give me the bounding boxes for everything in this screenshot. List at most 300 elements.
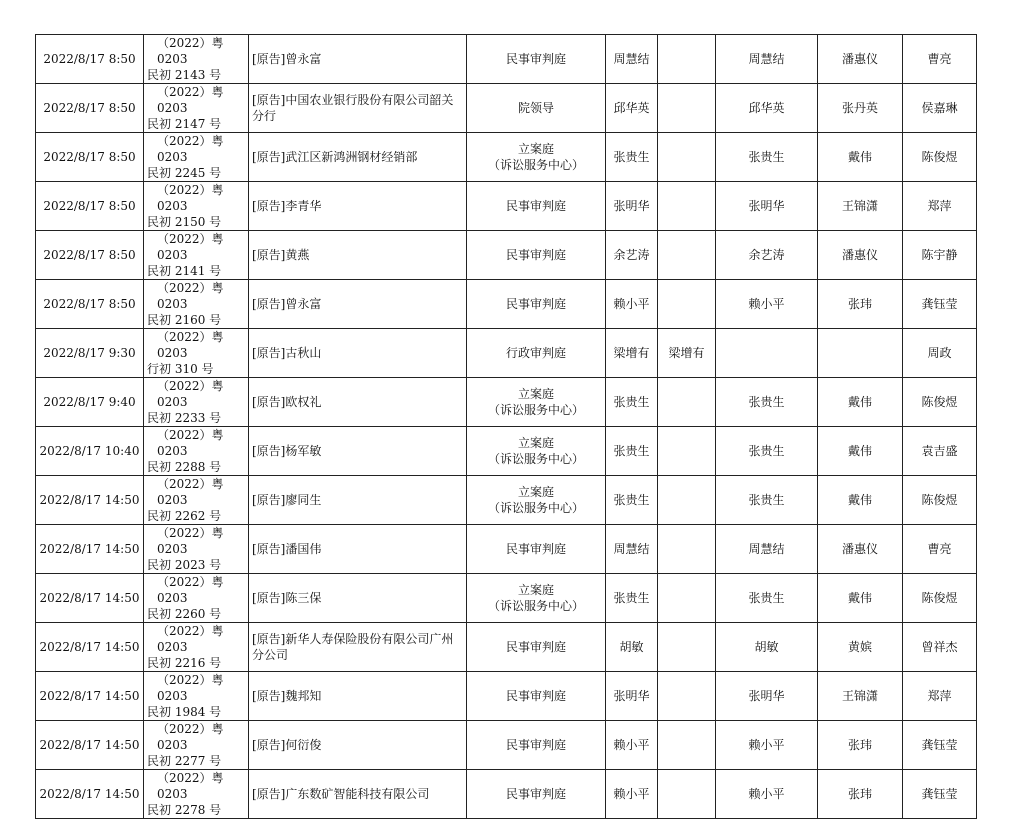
- case-number-cell: [144, 182, 249, 231]
- party-cell: [249, 35, 467, 84]
- department-cell: [467, 84, 606, 133]
- presiding-judge: 张明华: [613, 199, 650, 213]
- department-cell: [467, 329, 606, 378]
- party-cell: [249, 427, 467, 476]
- assistant-cell: [818, 574, 903, 623]
- case-number-line1: （2022）粤 0203: [157, 281, 224, 311]
- presiding-judge: 张贵生: [613, 444, 650, 458]
- case-number-line2: 民初 2216 号: [147, 656, 222, 670]
- party-cell: [249, 280, 467, 329]
- judge-cell: [606, 476, 658, 525]
- table-row: [36, 770, 977, 819]
- extra-name-cell: [658, 574, 716, 623]
- hearing-time-cell: [36, 329, 144, 378]
- case-number-cell: [144, 525, 249, 574]
- department-cell: [467, 182, 606, 231]
- party-cell: [249, 378, 467, 427]
- presiding-judge: 赖小平: [613, 738, 650, 752]
- clerk-cell: [903, 721, 977, 770]
- extra-name-cell: [658, 35, 716, 84]
- department-line1: 立案庭: [517, 485, 554, 499]
- party-cell: [249, 623, 467, 672]
- presiding-judge: 张贵生: [613, 493, 650, 507]
- judge-cell: [606, 525, 658, 574]
- presiding-judge: 梁增有: [613, 346, 650, 360]
- party-name: [原告]广东数矿智能科技有限公司: [252, 787, 430, 801]
- court-clerk: 陈俊煜: [921, 493, 958, 507]
- presiding-judge: 张贵生: [613, 395, 650, 409]
- extra-name-cell: [658, 525, 716, 574]
- hearing-time-cell: [36, 574, 144, 623]
- judge-cell: [606, 280, 658, 329]
- clerk-cell: [903, 427, 977, 476]
- case-number-line2: 民初 2147 号: [147, 117, 222, 131]
- extra-name-cell: [658, 231, 716, 280]
- table-row: [36, 672, 977, 721]
- department-cell: [467, 525, 606, 574]
- hearing-time: 2022/8/17 8:50: [43, 248, 136, 262]
- case-number-line2: 民初 2143 号: [147, 68, 222, 82]
- case-number-line1: （2022）粤 0203: [157, 624, 224, 654]
- judge-assistant: 王锦潇: [841, 689, 878, 703]
- assistant-cell: [818, 280, 903, 329]
- case-number-cell: [144, 133, 249, 182]
- case-number-line2: 民初 2141 号: [147, 264, 222, 278]
- assistant-cell: [818, 770, 903, 819]
- case-number-cell: [144, 84, 249, 133]
- hearing-time-cell: [36, 623, 144, 672]
- party-cell: [249, 721, 467, 770]
- clerk-cell: [903, 574, 977, 623]
- assistant-cell: [818, 672, 903, 721]
- hearing-time: 2022/8/17 9:40: [43, 395, 136, 409]
- party-name: [原告]曾永富: [252, 297, 322, 311]
- judge-cell: [606, 672, 658, 721]
- case-number-line2: 民初 2288 号: [147, 460, 222, 474]
- court-clerk: 陈宇静: [921, 248, 958, 262]
- judge-assistant: 戴伟: [847, 493, 872, 507]
- case-number-line2: 民初 2262 号: [147, 509, 222, 523]
- presiding-judge: 胡敏: [619, 640, 644, 654]
- judge-assistant: 张玮: [847, 787, 872, 801]
- department-line1: 立案庭: [517, 436, 554, 450]
- hearing-time-cell: [36, 35, 144, 84]
- judge-assistant: 王锦潇: [841, 199, 878, 213]
- chief-judge-cell: [716, 427, 818, 476]
- court-clerk: 郑萍: [927, 689, 952, 703]
- party-name: [原告]欧权礼: [252, 395, 322, 409]
- extra-name-cell: [658, 770, 716, 819]
- case-number-line1: （2022）粤 0203: [157, 428, 224, 458]
- clerk-cell: [903, 280, 977, 329]
- court-clerk: 郑萍: [927, 199, 952, 213]
- case-number-line1: （2022）粤 0203: [157, 722, 224, 752]
- case-number-line1: （2022）粤 0203: [157, 526, 224, 556]
- department-cell: [467, 672, 606, 721]
- department-line2: （诉讼服务中心）: [487, 158, 584, 172]
- case-number-line2: 民初 1984 号: [147, 705, 222, 719]
- case-number-line2: 民初 2233 号: [147, 411, 222, 425]
- case-number-line1: （2022）粤 0203: [157, 575, 224, 605]
- department-line1: 民事审判庭: [505, 248, 566, 262]
- assistant-cell: [818, 329, 903, 378]
- hearing-time: 2022/8/17 14:50: [39, 689, 140, 703]
- case-number-line2: 行初 310 号: [147, 362, 214, 376]
- department-line1: 立案庭: [517, 142, 554, 156]
- department-line2: （诉讼服务中心）: [487, 501, 584, 515]
- table-row: [36, 574, 977, 623]
- party-name: [原告]新华人寿保险股份有限公司广州分公司: [252, 632, 454, 662]
- case-number-line1: （2022）粤 0203: [157, 36, 224, 66]
- clerk-cell: [903, 378, 977, 427]
- court-clerk: 陈俊煜: [921, 150, 958, 164]
- case-number-line1: （2022）粤 0203: [157, 232, 224, 262]
- assistant-cell: [818, 133, 903, 182]
- clerk-cell: [903, 329, 977, 378]
- table-row: [36, 35, 977, 84]
- assistant-cell: [818, 427, 903, 476]
- hearing-time: 2022/8/17 8:50: [43, 150, 136, 164]
- party-name: [原告]武江区新鸿洲钢材经销部: [252, 150, 418, 164]
- hearing-time-cell: [36, 721, 144, 770]
- department-cell: [467, 721, 606, 770]
- hearing-time: 2022/8/17 14:50: [39, 493, 140, 507]
- court-clerk: 曾祥杰: [921, 640, 958, 654]
- assistant-cell: [818, 476, 903, 525]
- court-clerk: 袁吉盛: [921, 444, 958, 458]
- hearing-time-cell: [36, 476, 144, 525]
- table-row: [36, 427, 977, 476]
- hearing-time-cell: [36, 182, 144, 231]
- case-number-cell: [144, 574, 249, 623]
- judge-assistant: 黄嫔: [847, 640, 872, 654]
- department-line1: 院领导: [517, 101, 554, 115]
- chief-judge: 赖小平: [748, 738, 785, 752]
- case-number-cell: [144, 329, 249, 378]
- chief-judge-cell: [716, 721, 818, 770]
- clerk-cell: [903, 770, 977, 819]
- department-line2: （诉讼服务中心）: [487, 403, 584, 417]
- judge-cell: [606, 378, 658, 427]
- chief-judge: 周慧结: [748, 52, 785, 66]
- presiding-judge: 赖小平: [613, 787, 650, 801]
- chief-judge-cell: [716, 476, 818, 525]
- judge-assistant: 戴伟: [847, 444, 872, 458]
- judge-cell: [606, 721, 658, 770]
- assistant-cell: [818, 623, 903, 672]
- chief-judge: 张贵生: [748, 395, 785, 409]
- judge-assistant: 张玮: [847, 738, 872, 752]
- chief-judge: 邱华英: [748, 101, 785, 115]
- hearing-time-cell: [36, 84, 144, 133]
- case-number-cell: [144, 427, 249, 476]
- hearing-schedule-table: [35, 34, 977, 819]
- party-cell: [249, 672, 467, 721]
- party-cell: [249, 182, 467, 231]
- extra-name-cell: [658, 427, 716, 476]
- case-number-line1: （2022）粤 0203: [157, 673, 224, 703]
- assistant-cell: [818, 182, 903, 231]
- clerk-cell: [903, 231, 977, 280]
- extra-name-cell: [658, 476, 716, 525]
- case-number-cell: [144, 672, 249, 721]
- case-number-cell: [144, 231, 249, 280]
- presiding-judge: 张明华: [613, 689, 650, 703]
- table-row: [36, 476, 977, 525]
- chief-judge-cell: [716, 378, 818, 427]
- department-cell: [467, 623, 606, 672]
- table-row: [36, 182, 977, 231]
- party-cell: [249, 770, 467, 819]
- department-line1: 民事审判庭: [505, 787, 566, 801]
- case-number-line1: （2022）粤 0203: [157, 85, 224, 115]
- hearing-time-cell: [36, 525, 144, 574]
- clerk-cell: [903, 672, 977, 721]
- party-name: [原告]魏邦知: [252, 689, 322, 703]
- case-number-line1: （2022）粤 0203: [157, 477, 224, 507]
- case-number-cell: [144, 476, 249, 525]
- court-clerk: 龚钰莹: [921, 787, 958, 801]
- party-name: [原告]廖同生: [252, 493, 322, 507]
- party-cell: [249, 574, 467, 623]
- case-number-line2: 民初 2023 号: [147, 558, 222, 572]
- hearing-time-cell: [36, 133, 144, 182]
- clerk-cell: [903, 525, 977, 574]
- court-clerk: 龚钰莹: [921, 738, 958, 752]
- presiding-judge: 周慧结: [613, 52, 650, 66]
- department-cell: [467, 427, 606, 476]
- party-cell: [249, 133, 467, 182]
- extra-judge: 梁增有: [668, 346, 705, 360]
- presiding-judge: 赖小平: [613, 297, 650, 311]
- schedule-body: [36, 35, 977, 819]
- presiding-judge: 张贵生: [613, 591, 650, 605]
- judge-cell: [606, 35, 658, 84]
- judge-assistant: 张玮: [847, 297, 872, 311]
- party-name: [原告]陈三保: [252, 591, 322, 605]
- extra-name-cell: [658, 182, 716, 231]
- party-cell: [249, 329, 467, 378]
- party-name: [原告]潘国伟: [252, 542, 322, 556]
- judge-cell: [606, 182, 658, 231]
- department-cell: [467, 378, 606, 427]
- party-name: [原告]何衍俊: [252, 738, 322, 752]
- party-cell: [249, 525, 467, 574]
- party-cell: [249, 84, 467, 133]
- hearing-time-cell: [36, 427, 144, 476]
- table-row: [36, 280, 977, 329]
- assistant-cell: [818, 35, 903, 84]
- department-line1: 民事审判庭: [505, 199, 566, 213]
- chief-judge: 张贵生: [748, 591, 785, 605]
- table-row: [36, 231, 977, 280]
- court-clerk: 周政: [927, 346, 952, 360]
- court-clerk: 陈俊煜: [921, 591, 958, 605]
- hearing-time: 2022/8/17 14:50: [39, 591, 140, 605]
- judge-assistant: 戴伟: [847, 150, 872, 164]
- presiding-judge: 张贵生: [613, 150, 650, 164]
- chief-judge: 赖小平: [748, 787, 785, 801]
- hearing-time: 2022/8/17 14:50: [39, 787, 140, 801]
- court-clerk: 陈俊煜: [921, 395, 958, 409]
- extra-name-cell: [658, 329, 716, 378]
- assistant-cell: [818, 721, 903, 770]
- department-cell: [467, 280, 606, 329]
- case-number-line2: 民初 2260 号: [147, 607, 222, 621]
- extra-name-cell: [658, 378, 716, 427]
- court-clerk: 曹亮: [927, 52, 952, 66]
- case-number-cell: [144, 35, 249, 84]
- extra-name-cell: [658, 672, 716, 721]
- clerk-cell: [903, 182, 977, 231]
- case-number-cell: [144, 378, 249, 427]
- hearing-time: 2022/8/17 8:50: [43, 199, 136, 213]
- extra-name-cell: [658, 133, 716, 182]
- hearing-time-cell: [36, 378, 144, 427]
- chief-judge: 张贵生: [748, 444, 785, 458]
- extra-name-cell: [658, 623, 716, 672]
- case-number-line1: （2022）粤 0203: [157, 771, 224, 801]
- court-clerk: 曹亮: [927, 542, 952, 556]
- case-number-line1: （2022）粤 0203: [157, 183, 224, 213]
- judge-assistant: 潘惠仪: [841, 248, 878, 262]
- clerk-cell: [903, 133, 977, 182]
- chief-judge-cell: [716, 133, 818, 182]
- chief-judge: 张明华: [748, 199, 785, 213]
- chief-judge-cell: [716, 770, 818, 819]
- chief-judge: 张明华: [748, 689, 785, 703]
- judge-cell: [606, 133, 658, 182]
- department-cell: [467, 231, 606, 280]
- party-name: [原告]黄燕: [252, 248, 310, 262]
- hearing-time: 2022/8/17 8:50: [43, 101, 136, 115]
- assistant-cell: [818, 84, 903, 133]
- judge-assistant: 戴伟: [847, 395, 872, 409]
- judge-cell: [606, 770, 658, 819]
- presiding-judge: 周慧结: [613, 542, 650, 556]
- hearing-time: 2022/8/17 8:50: [43, 52, 136, 66]
- chief-judge-cell: [716, 329, 818, 378]
- clerk-cell: [903, 623, 977, 672]
- department-line2: （诉讼服务中心）: [487, 599, 584, 613]
- court-clerk: 龚钰莹: [921, 297, 958, 311]
- judge-assistant: 潘惠仪: [841, 542, 878, 556]
- department-line1: 民事审判庭: [505, 297, 566, 311]
- hearing-time: 2022/8/17 14:50: [39, 738, 140, 752]
- case-number-line2: 民初 2245 号: [147, 166, 222, 180]
- chief-judge: 张贵生: [748, 150, 785, 164]
- assistant-cell: [818, 525, 903, 574]
- table-row: [36, 133, 977, 182]
- chief-judge: 余艺涛: [748, 248, 785, 262]
- chief-judge-cell: [716, 672, 818, 721]
- assistant-cell: [818, 231, 903, 280]
- table-row: [36, 329, 977, 378]
- department-line1: 行政审判庭: [505, 346, 566, 360]
- chief-judge-cell: [716, 574, 818, 623]
- judge-cell: [606, 623, 658, 672]
- clerk-cell: [903, 476, 977, 525]
- case-number-line2: 民初 2278 号: [147, 803, 222, 817]
- department-line1: 民事审判庭: [505, 689, 566, 703]
- chief-judge-cell: [716, 35, 818, 84]
- party-name: [原告]中国农业银行股份有限公司韶关分行: [252, 93, 454, 123]
- department-line2: （诉讼服务中心）: [487, 452, 584, 466]
- party-name: [原告]杨军敏: [252, 444, 322, 458]
- case-number-line2: 民初 2150 号: [147, 215, 222, 229]
- judge-assistant: 张丹英: [841, 101, 878, 115]
- chief-judge-cell: [716, 623, 818, 672]
- chief-judge-cell: [716, 231, 818, 280]
- case-number-line1: （2022）粤 0203: [157, 330, 224, 360]
- assistant-cell: [818, 378, 903, 427]
- department-cell: [467, 770, 606, 819]
- judge-cell: [606, 574, 658, 623]
- chief-judge-cell: [716, 525, 818, 574]
- case-number-line1: （2022）粤 0203: [157, 379, 224, 409]
- chief-judge: 周慧结: [748, 542, 785, 556]
- extra-name-cell: [658, 280, 716, 329]
- department-cell: [467, 133, 606, 182]
- case-number-line2: 民初 2277 号: [147, 754, 222, 768]
- hearing-time: 2022/8/17 9:30: [43, 346, 136, 360]
- clerk-cell: [903, 84, 977, 133]
- presiding-judge: 余艺涛: [613, 248, 650, 262]
- case-number-cell: [144, 721, 249, 770]
- department-line1: 民事审判庭: [505, 640, 566, 654]
- table-row: [36, 721, 977, 770]
- extra-name-cell: [658, 84, 716, 133]
- chief-judge: 赖小平: [748, 297, 785, 311]
- table-row: [36, 525, 977, 574]
- department-cell: [467, 574, 606, 623]
- department-line1: 民事审判庭: [505, 542, 566, 556]
- table-row: [36, 378, 977, 427]
- case-number-cell: [144, 280, 249, 329]
- hearing-time: 2022/8/17 8:50: [43, 297, 136, 311]
- chief-judge: 胡敏: [754, 640, 779, 654]
- hearing-time-cell: [36, 672, 144, 721]
- judge-cell: [606, 84, 658, 133]
- department-line1: 民事审判庭: [505, 52, 566, 66]
- department-line1: 立案庭: [517, 583, 554, 597]
- clerk-cell: [903, 35, 977, 84]
- department-cell: [467, 35, 606, 84]
- department-cell: [467, 476, 606, 525]
- party-cell: [249, 231, 467, 280]
- judge-cell: [606, 427, 658, 476]
- chief-judge-cell: [716, 280, 818, 329]
- extra-name-cell: [658, 721, 716, 770]
- judge-cell: [606, 329, 658, 378]
- chief-judge-cell: [716, 182, 818, 231]
- chief-judge-cell: [716, 84, 818, 133]
- party-cell: [249, 476, 467, 525]
- case-number-cell: [144, 623, 249, 672]
- party-name: [原告]李青华: [252, 199, 322, 213]
- presiding-judge: 邱华英: [613, 101, 650, 115]
- hearing-time-cell: [36, 770, 144, 819]
- hearing-time-cell: [36, 231, 144, 280]
- judge-cell: [606, 231, 658, 280]
- party-name: [原告]曾永富: [252, 52, 322, 66]
- hearing-time: 2022/8/17 14:50: [39, 542, 140, 556]
- judge-assistant: 戴伟: [847, 591, 872, 605]
- hearing-time: 2022/8/17 10:40: [39, 444, 140, 458]
- case-number-cell: [144, 770, 249, 819]
- table-row: [36, 84, 977, 133]
- party-name: [原告]古秋山: [252, 346, 322, 360]
